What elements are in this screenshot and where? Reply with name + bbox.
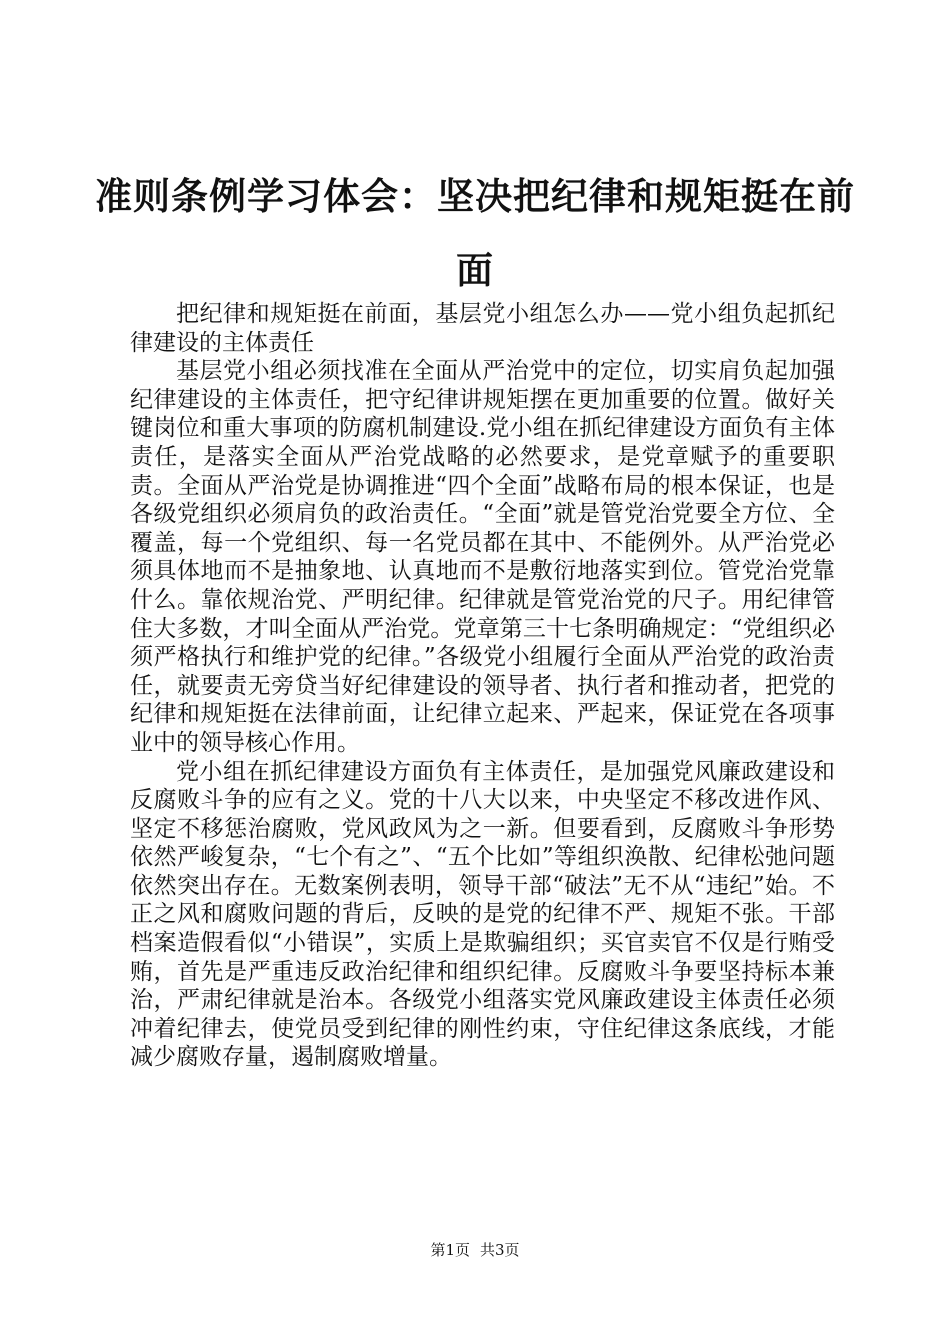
page-total: 共3页 bbox=[480, 1241, 520, 1259]
page-footer bbox=[0, 1240, 950, 1260]
paragraph: 基层党小组必须找准在全面从严治党中的定位，切实肩负起加强纪律建设的主体责任，把守纪律讲规矩摆在更加重要的位置。做好关键岗位和重大事项的防腐机制建设.党小组在抓纪律建设方面负有主体责任，是落实全面从严治党战略的必然要求，是党章赋予的重要职责。全面从严治党是协调推进“四个全面”战略布局的根本保证，也是各级党组织必须肩负的政治责任。“全面”就是管党治党要全方位、全覆盖，每一个党组织、每一名党员都在其中、不能例外。从严治党必须具体地而不是抽象地、认真地而不是敷衍地落实到位。管党治党靠什么。靠依规治党、严明纪律。纪律就是管党治党的尺子。用纪律管住大多数，才叫全面从严治党。党章第三十七条明确规定：“党组织必须严格执行和维护党的纪律。”各级党小组履行全面从严治党的政治责任，就要责无旁贷当好纪律建设的领导者、执行者和推动者，把党的纪律和规矩挺在法律前面，让纪律立起来、严起来，保证党在各项事业中的领导核心作用。 bbox=[130, 358, 835, 756]
document-title: 准则条例学习体会：坚决把纪律和规矩挺在前面 bbox=[95, 175, 855, 292]
paragraph: 党小组在抓纪律建设方面负有主体责任，是加强党风廉政建设和反腐败斗争的应有之义。党的十八大以来，中央坚定不移改进作风、坚定不移惩治腐败，党风政风为之一新。但要看到，反腐败斗争形势依然严峻复杂，“七个有之”、“五个比如”等组织涣散、纪律松弛问题依然突出存在。无数案例表明，领导干部“破法”无不从“违纪”始。不正之风和腐败问题的背后，反映的是党的纪律不严、规矩不张。干部档案造假看似“小错误”，实质上是欺骗组织；买官卖官不仅是行贿受贿，首先是严重违反政治纪律和组织纪律。反腐败斗争要坚持标本兼治，严肃纪律就是治本。各级党小组落实党风廉政建设主体责任必须冲着纪律去，使党员受到纪律的刚性约束，守住纪律这条底线，才能减少腐败存量，遏制腐败增量。 bbox=[130, 758, 835, 1071]
document-body bbox=[130, 300, 835, 1072]
page-number: 第1页 bbox=[430, 1241, 470, 1259]
paragraph-subheading: 把纪律和规矩挺在前面，基层党小组怎么办——党小组负起抓纪律建设的主体责任 bbox=[130, 301, 835, 356]
